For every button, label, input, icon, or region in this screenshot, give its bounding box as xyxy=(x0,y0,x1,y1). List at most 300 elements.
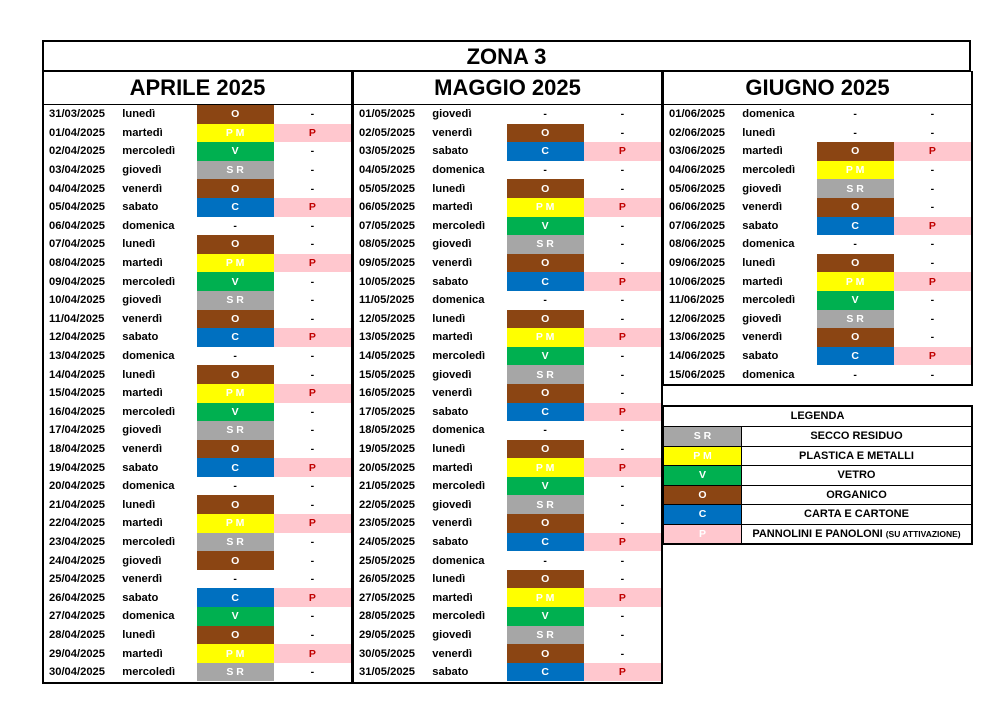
diaper-cell: P xyxy=(584,663,661,682)
date-cell: 15/04/2025 xyxy=(49,387,105,400)
weekday-cell: martedì xyxy=(742,145,783,158)
waste-code-cell: S R xyxy=(507,365,584,384)
calendar-row xyxy=(354,179,661,198)
diaper-cell: P xyxy=(584,198,661,217)
diaper-cell: P xyxy=(894,347,971,366)
legend-code: S R xyxy=(664,427,742,446)
calendar-row xyxy=(44,328,351,347)
waste-code-cell: O xyxy=(817,198,894,217)
weekday-cell: sabato xyxy=(432,405,469,418)
date-cell: 03/05/2025 xyxy=(359,145,415,158)
diaper-cell: - xyxy=(274,179,351,198)
waste-code-cell: P M xyxy=(817,161,894,180)
waste-code-cell: V xyxy=(197,607,274,626)
diaper-cell: - xyxy=(894,179,971,198)
calendar-row xyxy=(354,440,661,459)
waste-code-cell: O xyxy=(197,179,274,198)
calendar-row xyxy=(44,514,351,533)
waste-code-cell: O xyxy=(507,514,584,533)
legend-code: C xyxy=(664,505,742,524)
calendar-row xyxy=(44,198,351,217)
weekday-cell: venerdì xyxy=(432,517,473,530)
diaper-cell: - xyxy=(274,440,351,459)
diaper-cell: - xyxy=(584,161,661,180)
diaper-cell: - xyxy=(584,347,661,366)
waste-code-cell: S R xyxy=(197,161,274,180)
weekday-cell: sabato xyxy=(742,219,779,232)
calendar-row xyxy=(44,440,351,459)
calendar-row xyxy=(354,663,661,682)
weekday-cell: lunedì xyxy=(122,628,156,641)
waste-code-cell: S R xyxy=(817,310,894,329)
diaper-cell: - xyxy=(274,477,351,496)
weekday-cell: sabato xyxy=(432,145,469,158)
date-cell: 12/04/2025 xyxy=(49,331,105,344)
weekday-cell: lunedì xyxy=(432,182,466,195)
legend xyxy=(662,405,973,545)
waste-code-cell: O xyxy=(507,570,584,589)
date-cell: 02/05/2025 xyxy=(359,126,415,139)
calendar-row xyxy=(354,161,661,180)
weekday-cell: martedì xyxy=(122,387,163,400)
calendar-row xyxy=(664,310,971,329)
weekday-cell: lunedì xyxy=(742,257,776,270)
calendar-row xyxy=(44,179,351,198)
diaper-cell: P xyxy=(584,588,661,607)
weekday-cell: mercoledì xyxy=(122,145,176,158)
date-cell: 30/04/2025 xyxy=(49,666,105,679)
diaper-cell: - xyxy=(894,124,971,143)
weekday-cell: domenica xyxy=(432,164,485,177)
calendar-row xyxy=(354,403,661,422)
diaper-cell: P xyxy=(274,384,351,403)
calendar-row xyxy=(354,291,661,310)
date-cell: 02/04/2025 xyxy=(49,145,105,158)
diaper-cell: - xyxy=(584,310,661,329)
date-cell: 26/04/2025 xyxy=(49,591,105,604)
date-cell: 19/05/2025 xyxy=(359,442,415,455)
waste-code-cell: O xyxy=(197,551,274,570)
date-cell: 27/05/2025 xyxy=(359,591,415,604)
weekday-cell: martedì xyxy=(432,461,473,474)
waste-code-cell: - xyxy=(197,347,274,366)
weekday-cell: mercoledì xyxy=(742,164,796,177)
waste-code-cell: P M xyxy=(507,458,584,477)
date-cell: 02/06/2025 xyxy=(669,126,725,139)
diaper-cell: - xyxy=(274,310,351,329)
date-cell: 23/04/2025 xyxy=(49,535,105,548)
date-cell: 18/04/2025 xyxy=(49,442,105,455)
diaper-cell: - xyxy=(274,403,351,422)
diaper-cell: - xyxy=(894,161,971,180)
diaper-cell: - xyxy=(584,179,661,198)
weekday-cell: giovedì xyxy=(432,498,472,511)
waste-code-cell: C xyxy=(507,272,584,291)
date-cell: 15/05/2025 xyxy=(359,368,415,381)
date-cell: 16/05/2025 xyxy=(359,387,415,400)
weekday-cell: martedì xyxy=(122,257,163,270)
weekday-cell: mercoledì xyxy=(432,219,486,232)
diaper-cell: P xyxy=(894,217,971,236)
date-cell: 17/05/2025 xyxy=(359,405,415,418)
waste-code-cell: C xyxy=(507,663,584,682)
diaper-cell: - xyxy=(584,570,661,589)
legend-code: O xyxy=(664,486,742,505)
waste-code-cell: S R xyxy=(197,533,274,552)
calendar-row xyxy=(664,365,971,384)
date-cell: 14/06/2025 xyxy=(669,350,725,363)
calendar-row xyxy=(354,272,661,291)
waste-code-cell: C xyxy=(817,347,894,366)
date-cell: 01/05/2025 xyxy=(359,108,415,121)
weekday-cell: venerdì xyxy=(122,573,163,586)
month-june xyxy=(662,71,973,386)
date-cell: 16/04/2025 xyxy=(49,405,105,418)
waste-code-cell: - xyxy=(197,477,274,496)
date-cell: 13/05/2025 xyxy=(359,331,415,344)
weekday-cell: lunedì xyxy=(122,368,156,381)
legend-label xyxy=(742,427,971,446)
waste-code-cell: C xyxy=(817,217,894,236)
weekday-cell: lunedì xyxy=(432,442,466,455)
waste-code-cell: C xyxy=(197,328,274,347)
date-cell: 22/05/2025 xyxy=(359,498,415,511)
diaper-cell: P xyxy=(274,588,351,607)
waste-code-cell: V xyxy=(507,217,584,236)
weekday-cell: martedì xyxy=(432,331,473,344)
weekday-cell: domenica xyxy=(122,350,175,363)
weekday-cell: venerdì xyxy=(122,442,163,455)
calendar-row xyxy=(664,217,971,236)
date-cell: 28/04/2025 xyxy=(49,628,105,641)
date-cell: 01/06/2025 xyxy=(669,108,725,121)
diaper-cell: P xyxy=(274,514,351,533)
diaper-cell: - xyxy=(584,421,661,440)
diaper-cell: - xyxy=(894,310,971,329)
calendar-row xyxy=(44,310,351,329)
weekday-cell: domenica xyxy=(742,108,795,121)
month-title: MAGGIO 2025 xyxy=(354,72,661,105)
calendar-row xyxy=(664,235,971,254)
weekday-cell: mercoledì xyxy=(432,480,486,493)
calendar-row xyxy=(44,551,351,570)
month-may xyxy=(352,71,663,684)
calendar-row xyxy=(354,365,661,384)
diaper-cell: P xyxy=(584,142,661,161)
month-rows xyxy=(664,105,971,384)
calendar-row xyxy=(44,124,351,143)
diaper-cell: - xyxy=(584,105,661,124)
calendar-row xyxy=(354,626,661,645)
calendar-row xyxy=(44,142,351,161)
calendar-row xyxy=(664,179,971,198)
date-cell: 14/04/2025 xyxy=(49,368,105,381)
waste-code-cell: P M xyxy=(197,514,274,533)
waste-code-cell: O xyxy=(197,440,274,459)
diaper-cell: - xyxy=(584,514,661,533)
weekday-cell: sabato xyxy=(432,666,469,679)
diaper-cell: - xyxy=(274,533,351,552)
date-cell: 14/05/2025 xyxy=(359,350,415,363)
waste-code-cell: V xyxy=(507,607,584,626)
diaper-cell: - xyxy=(274,161,351,180)
weekday-cell: mercoledì xyxy=(122,405,176,418)
legend-label-text: ORGANICO xyxy=(826,488,887,501)
weekday-cell: venerdì xyxy=(742,331,783,344)
weekday-cell: domenica xyxy=(432,294,485,307)
calendar-row xyxy=(44,365,351,384)
waste-code-cell: O xyxy=(507,310,584,329)
weekday-cell: venerdì xyxy=(432,647,473,660)
waste-code-cell: S R xyxy=(507,626,584,645)
waste-code-cell: P M xyxy=(197,644,274,663)
legend-label-text: PLASTICA E METALLI xyxy=(799,449,914,462)
date-cell: 11/04/2025 xyxy=(49,312,105,325)
date-cell: 11/06/2025 xyxy=(669,294,725,307)
calendar-row xyxy=(44,235,351,254)
diaper-cell: - xyxy=(584,440,661,459)
date-cell: 10/06/2025 xyxy=(669,275,725,288)
waste-code-cell: C xyxy=(197,458,274,477)
waste-code-cell: C xyxy=(197,198,274,217)
waste-code-cell: O xyxy=(507,254,584,273)
date-cell: 21/05/2025 xyxy=(359,480,415,493)
month-rows xyxy=(354,105,661,681)
waste-code-cell: V xyxy=(507,347,584,366)
calendar-row xyxy=(664,328,971,347)
diaper-cell: - xyxy=(894,105,971,124)
calendar-row xyxy=(664,105,971,124)
weekday-cell: giovedì xyxy=(122,554,162,567)
waste-code-cell: P M xyxy=(507,328,584,347)
date-cell: 25/05/2025 xyxy=(359,554,415,567)
diaper-cell: - xyxy=(274,663,351,682)
weekday-cell: mercoledì xyxy=(122,275,176,288)
legend-label-text: VETRO xyxy=(837,469,876,482)
legend-row xyxy=(664,505,971,525)
legend-label xyxy=(742,525,971,544)
calendar-row xyxy=(44,533,351,552)
diaper-cell: - xyxy=(584,291,661,310)
legend-code: V xyxy=(664,466,742,485)
weekday-cell: lunedì xyxy=(122,498,156,511)
date-cell: 06/04/2025 xyxy=(49,219,105,232)
diaper-cell: - xyxy=(584,365,661,384)
date-cell: 03/04/2025 xyxy=(49,164,105,177)
calendar-row xyxy=(354,328,661,347)
waste-code-cell: C xyxy=(507,403,584,422)
calendar-row xyxy=(44,477,351,496)
calendar-row xyxy=(44,105,351,124)
calendar-row xyxy=(354,533,661,552)
legend-label-text: PANNOLINI E PANOLONI xyxy=(752,527,883,540)
diaper-cell: P xyxy=(584,328,661,347)
waste-code-cell: - xyxy=(197,570,274,589)
calendar-row xyxy=(44,495,351,514)
diaper-cell: P xyxy=(584,458,661,477)
date-cell: 09/04/2025 xyxy=(49,275,105,288)
diaper-cell: - xyxy=(274,217,351,236)
diaper-cell: - xyxy=(894,254,971,273)
calendar-row xyxy=(354,254,661,273)
waste-code-cell: V xyxy=(817,291,894,310)
diaper-cell: - xyxy=(584,124,661,143)
date-cell: 08/04/2025 xyxy=(49,257,105,270)
calendar-row xyxy=(354,477,661,496)
legend-label xyxy=(742,447,971,466)
waste-code-cell: O xyxy=(817,254,894,273)
calendar-row xyxy=(354,347,661,366)
weekday-cell: martedì xyxy=(122,126,163,139)
date-cell: 04/06/2025 xyxy=(669,164,725,177)
diaper-cell: - xyxy=(894,235,971,254)
weekday-cell: giovedì xyxy=(432,628,472,641)
weekday-cell: giovedì xyxy=(432,108,472,121)
waste-code-cell: C xyxy=(197,588,274,607)
diaper-cell: - xyxy=(274,347,351,366)
weekday-cell: mercoledì xyxy=(742,294,796,307)
date-cell: 15/06/2025 xyxy=(669,368,725,381)
diaper-cell: P xyxy=(894,272,971,291)
waste-code-cell: V xyxy=(197,272,274,291)
weekday-cell: sabato xyxy=(122,591,159,604)
waste-code-cell: C xyxy=(507,533,584,552)
calendar-row xyxy=(354,570,661,589)
waste-code-cell: S R xyxy=(197,291,274,310)
weekday-cell: giovedì xyxy=(122,164,162,177)
date-cell: 03/06/2025 xyxy=(669,145,725,158)
diaper-cell: P xyxy=(584,403,661,422)
weekday-cell: sabato xyxy=(742,350,779,363)
legend-label-text: CARTA E CARTONE xyxy=(804,508,909,521)
date-cell: 05/06/2025 xyxy=(669,182,725,195)
weekday-cell: giovedì xyxy=(122,424,162,437)
waste-code-cell: P M xyxy=(817,272,894,291)
weekday-cell: domenica xyxy=(122,480,175,493)
date-cell: 05/04/2025 xyxy=(49,201,105,214)
date-cell: 06/05/2025 xyxy=(359,201,415,214)
waste-code-cell: P M xyxy=(507,198,584,217)
calendar-row xyxy=(354,495,661,514)
weekday-cell: venerdì xyxy=(432,387,473,400)
waste-code-cell: S R xyxy=(817,179,894,198)
calendar-row xyxy=(354,644,661,663)
weekday-cell: domenica xyxy=(122,219,175,232)
waste-code-cell: S R xyxy=(507,495,584,514)
diaper-cell: - xyxy=(274,551,351,570)
weekday-cell: giovedì xyxy=(742,182,782,195)
waste-code-cell: O xyxy=(507,124,584,143)
date-cell: 24/04/2025 xyxy=(49,554,105,567)
weekday-cell: sabato xyxy=(122,461,159,474)
waste-code-cell: O xyxy=(507,179,584,198)
date-cell: 23/05/2025 xyxy=(359,517,415,530)
waste-code-cell: - xyxy=(817,365,894,384)
date-cell: 18/05/2025 xyxy=(359,424,415,437)
waste-code-cell: - xyxy=(507,551,584,570)
month-april xyxy=(42,71,353,684)
date-cell: 09/06/2025 xyxy=(669,257,725,270)
diaper-cell: - xyxy=(274,421,351,440)
date-cell: 05/05/2025 xyxy=(359,182,415,195)
legend-rows xyxy=(664,427,971,543)
calendar-row xyxy=(664,272,971,291)
diaper-cell: - xyxy=(274,607,351,626)
diaper-cell: P xyxy=(274,198,351,217)
weekday-cell: giovedì xyxy=(742,312,782,325)
weekday-cell: sabato xyxy=(122,201,159,214)
diaper-cell: P xyxy=(274,644,351,663)
diaper-cell: - xyxy=(584,607,661,626)
weekday-cell: martedì xyxy=(122,517,163,530)
month-title: APRILE 2025 xyxy=(44,72,351,105)
date-cell: 28/05/2025 xyxy=(359,610,415,623)
diaper-cell: P xyxy=(584,272,661,291)
weekday-cell: mercoledì xyxy=(432,350,486,363)
date-cell: 10/04/2025 xyxy=(49,294,105,307)
diaper-cell: - xyxy=(584,551,661,570)
diaper-cell: - xyxy=(584,495,661,514)
calendar-row xyxy=(44,254,351,273)
date-cell: 26/05/2025 xyxy=(359,573,415,586)
calendar-row xyxy=(354,588,661,607)
calendar-row xyxy=(44,626,351,645)
diaper-cell: - xyxy=(274,495,351,514)
date-cell: 07/04/2025 xyxy=(49,238,105,251)
weekday-cell: venerdì xyxy=(742,201,783,214)
waste-code-cell: O xyxy=(817,142,894,161)
date-cell: 31/03/2025 xyxy=(49,108,105,121)
diaper-cell: - xyxy=(584,235,661,254)
waste-code-cell: - xyxy=(197,217,274,236)
calendar-row xyxy=(664,291,971,310)
calendar-row xyxy=(44,161,351,180)
calendar-row xyxy=(354,421,661,440)
calendar-row xyxy=(44,663,351,682)
calendar-row xyxy=(44,588,351,607)
calendar-row xyxy=(44,403,351,422)
calendar-row xyxy=(354,514,661,533)
legend-label-text: SECCO RESIDUO xyxy=(810,430,903,443)
waste-code-cell: O xyxy=(507,644,584,663)
diaper-cell: P xyxy=(894,142,971,161)
date-cell: 04/05/2025 xyxy=(359,164,415,177)
date-cell: 20/05/2025 xyxy=(359,461,415,474)
diaper-cell: - xyxy=(584,217,661,236)
weekday-cell: lunedì xyxy=(122,108,156,121)
diaper-cell: - xyxy=(894,198,971,217)
waste-code-cell: - xyxy=(817,105,894,124)
calendar-row xyxy=(664,161,971,180)
waste-code-cell: O xyxy=(197,105,274,124)
date-cell: 12/05/2025 xyxy=(359,312,415,325)
calendar-frame xyxy=(42,40,973,689)
date-cell: 04/04/2025 xyxy=(49,182,105,195)
date-cell: 24/05/2025 xyxy=(359,535,415,548)
legend-row xyxy=(664,466,971,486)
date-cell: 11/05/2025 xyxy=(359,294,415,307)
date-cell: 12/06/2025 xyxy=(669,312,725,325)
waste-code-cell: O xyxy=(197,626,274,645)
waste-code-cell: O xyxy=(197,365,274,384)
calendar-row xyxy=(354,458,661,477)
weekday-cell: martedì xyxy=(432,201,473,214)
calendar-row xyxy=(354,124,661,143)
legend-row xyxy=(664,427,971,447)
weekday-cell: giovedì xyxy=(122,294,162,307)
weekday-cell: giovedì xyxy=(432,238,472,251)
waste-code-cell: C xyxy=(507,142,584,161)
